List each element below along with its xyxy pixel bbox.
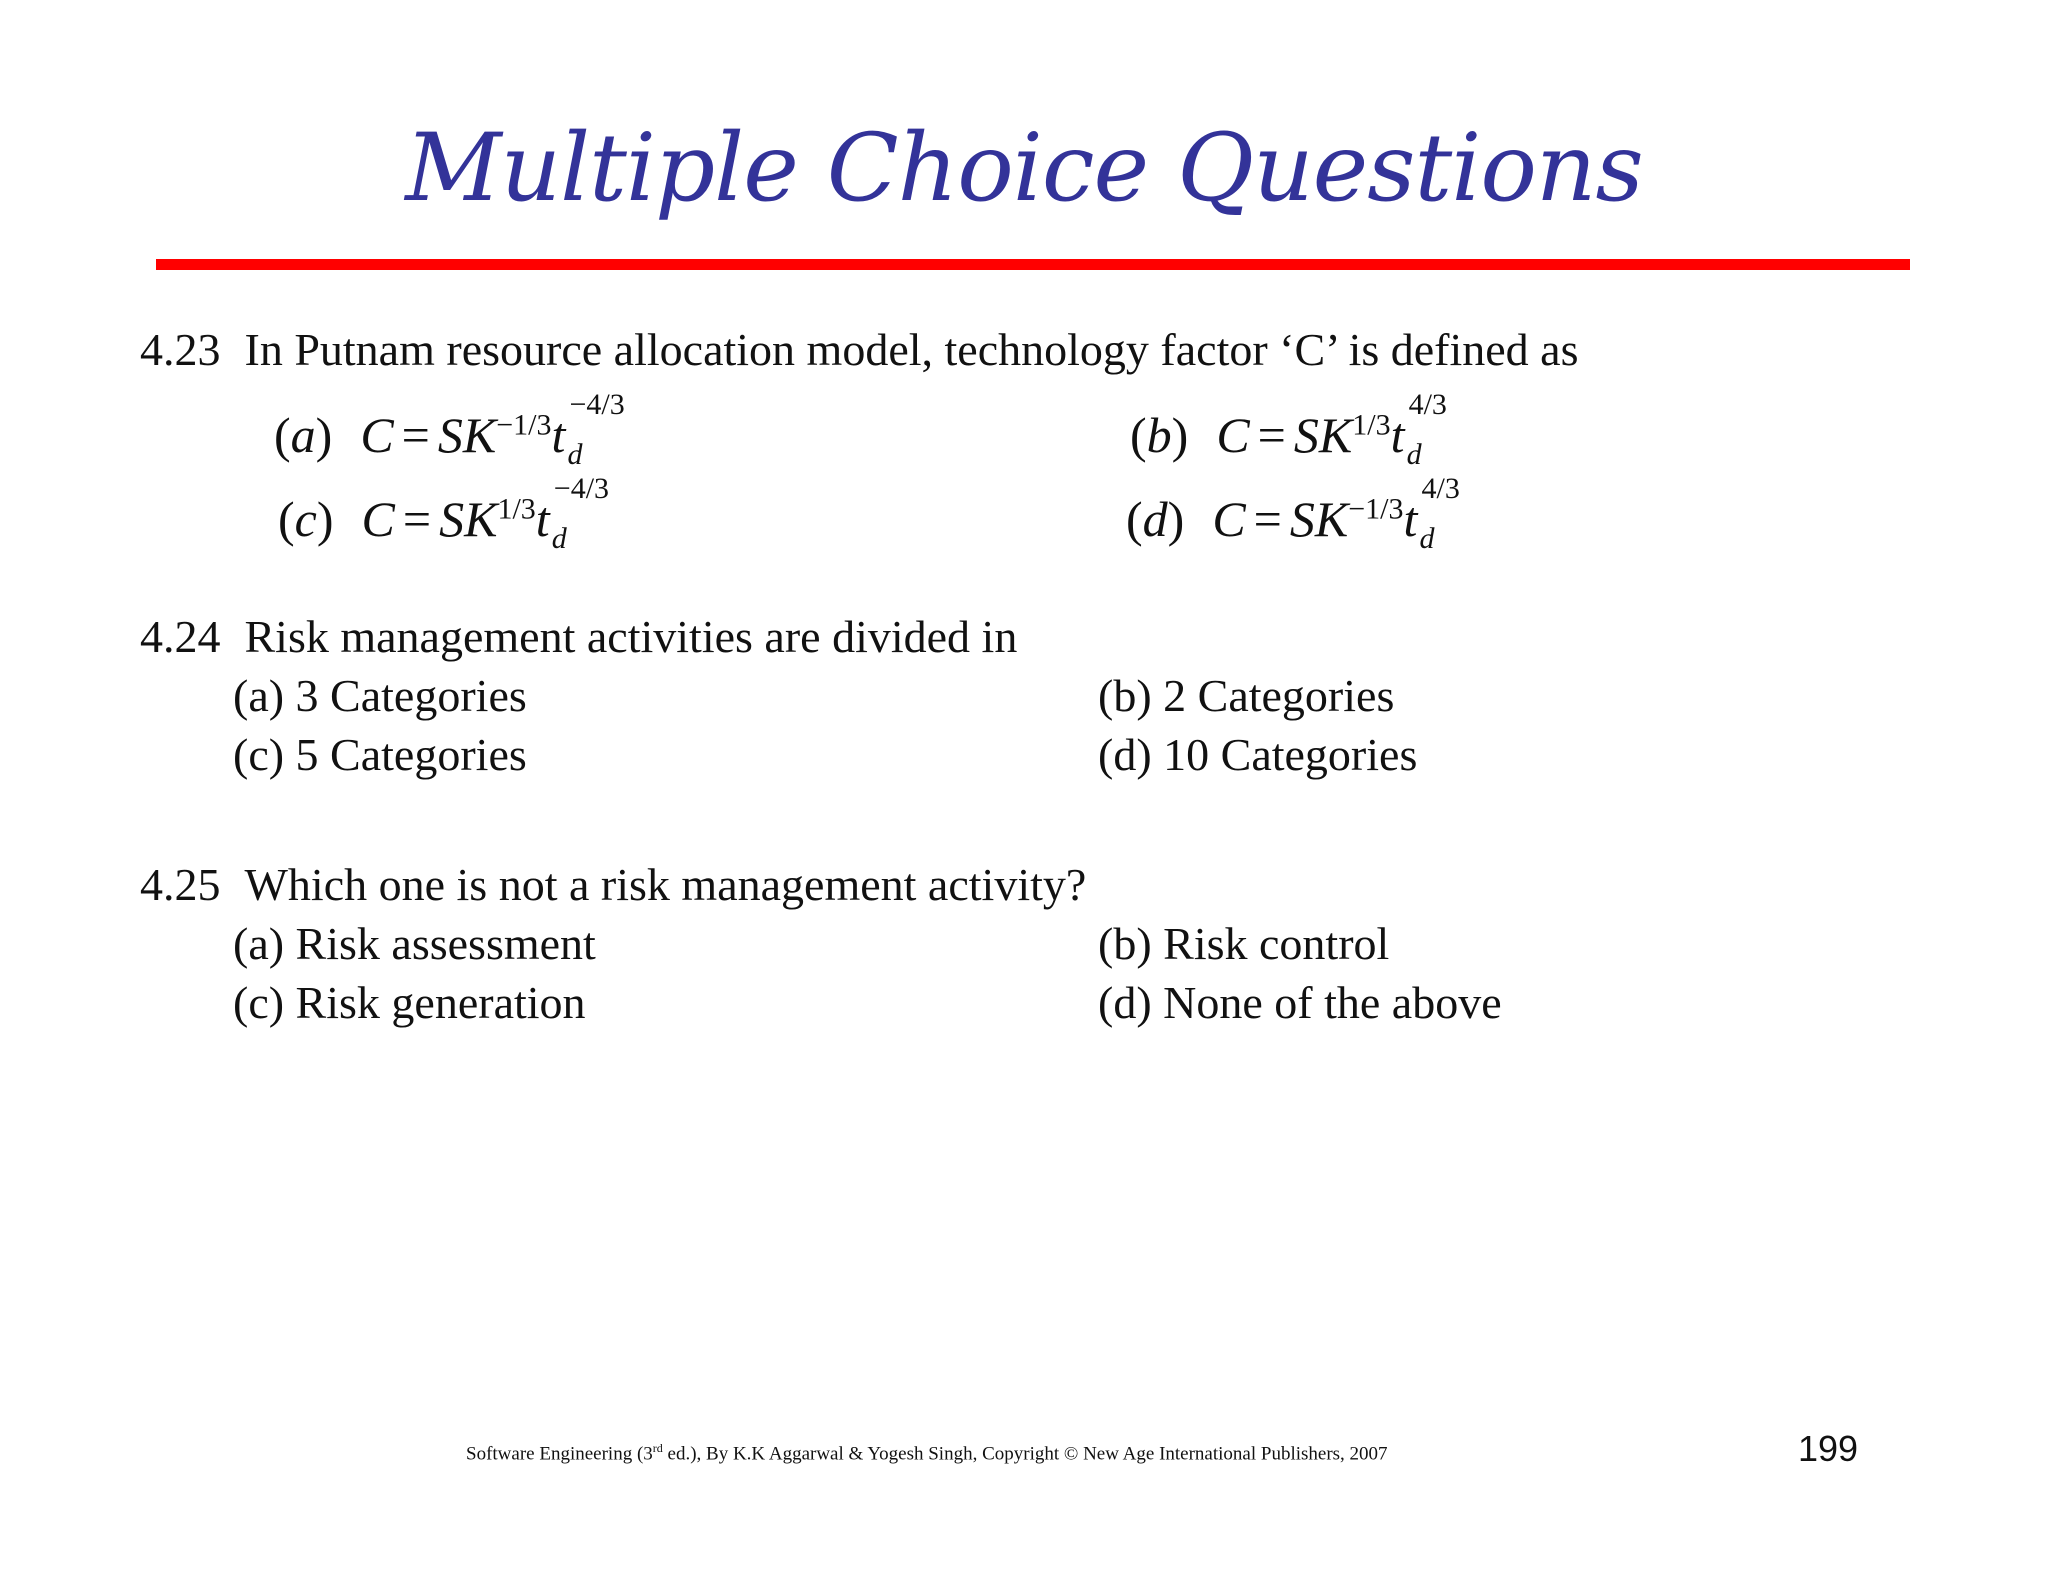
t-symbol: t [551,407,566,463]
question-text: In Putnam resource allocation model, technology factor ‘C’ is defined as [244,324,1579,375]
question-number: 4.23 [140,324,221,375]
footer-post: ed.), By K.K Aggarwal & Yogesh Singh, Copyright © New Age International Publishers, 2007 [662,1443,1388,1465]
t-exponent: 4/3 [1408,388,1447,421]
option-4-24-a: (a) 3 Categories [233,670,527,721]
option-4-25-d: (d) None of the above [1098,977,1502,1028]
question-number: 4.24 [140,611,221,662]
option-4-23-a: (a) $C = SK^{-1/3}t$ −4/3 d [274,388,625,471]
equals-sign: = [402,491,432,547]
footer-sup: rd [652,1441,663,1455]
question-text: Which one is not a risk management activity? [244,859,1087,910]
option-4-23-b: (b) $C = SK^{1/3}t$ 4/3 d [1130,388,1447,471]
option-4-23-c: (c) $C = SK^{1/3}t$ −4/3 d [278,472,610,555]
t-exponent: 4/3 [1421,472,1460,505]
equals-sign: = [401,407,430,463]
t-symbol: t [1403,491,1418,547]
t-subscript: d [551,522,567,555]
option-4-24-d: (d) 10 Categories [1098,729,1418,780]
formula-lhs: C [1212,491,1246,547]
question-number: 4.25 [140,859,221,910]
option-4-24-b: (b) 2 Categories [1098,670,1395,721]
option-4-25-a: (a) Risk assessment [233,918,596,969]
formula-lhs: C [361,491,395,547]
formula-base: SK [1293,407,1353,463]
k-exponent: −1/3 [496,408,552,442]
t-exponent: −4/3 [553,472,610,505]
question-4-24 [140,611,1018,662]
equals-sign: = [1253,491,1282,547]
t-subscript: d [1419,522,1435,555]
t-exponent: −4/3 [569,388,625,421]
formula-lhs: C [1216,407,1250,463]
k-exponent: −1/3 [1348,492,1404,526]
t-symbol: t [1390,407,1405,463]
t-subscript: d [567,438,583,471]
footer-pre: Software Engineering (3 [466,1443,653,1465]
title-underline [156,259,1910,270]
option-4-25-c: (c) Risk generation [233,977,586,1028]
formula-base: SK [439,491,498,547]
k-exponent: 1/3 [497,492,536,526]
option-4-23-d: (d) $C = SK^{-1/3}t$ 4/3 d [1126,472,1460,555]
k-exponent: 1/3 [1352,408,1391,442]
formula-base: SK [437,407,497,463]
slide-title: Multiple Choice Questions [405,114,1643,223]
t-subscript: d [1406,438,1422,471]
question-4-25 [140,859,1087,910]
footer-citation [466,1441,1388,1465]
question-text: Risk management activities are divided in [244,611,1018,662]
equals-sign: = [1257,407,1286,463]
t-symbol: t [535,491,550,547]
page-number: 199 [1798,1428,1859,1469]
option-4-25-b: (b) Risk control [1098,918,1390,969]
option-4-24-c: (c) 5 Categories [233,729,527,780]
formula-base: SK [1289,491,1349,547]
formula-lhs: C [360,407,394,463]
question-4-23 [140,324,1579,375]
